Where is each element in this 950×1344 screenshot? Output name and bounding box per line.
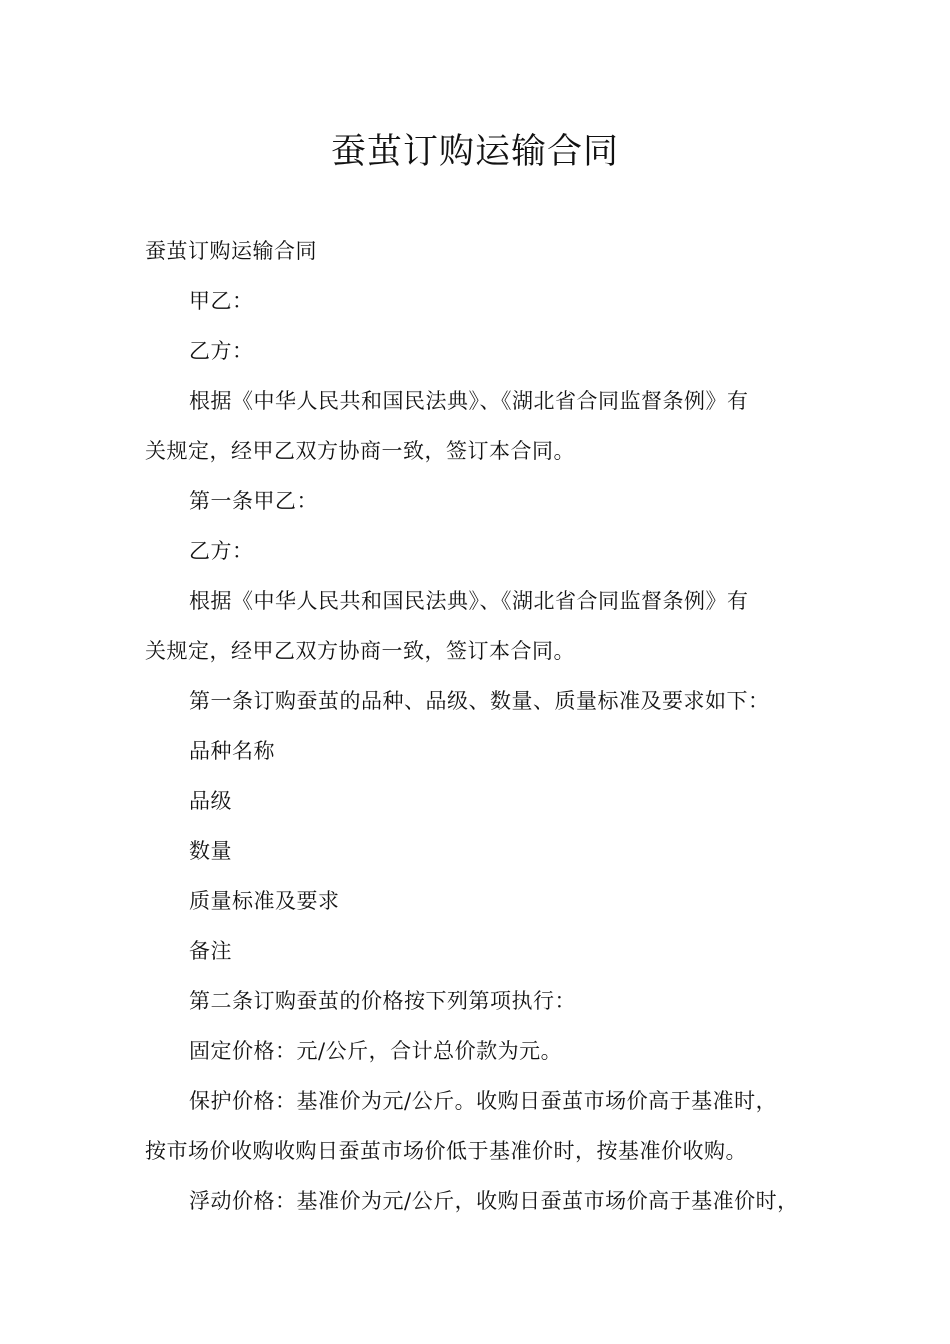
paragraph-line: 根据《中华人民共和国民法典》、《湖北省合同监督条例》有 (189, 389, 749, 413)
paragraph-line: 乙方： (189, 339, 254, 363)
paragraph-line: 浮动价格：基准价为元/公斤，收购日蚕茧市场价高于基准价时， (189, 1189, 799, 1213)
paragraph-line: 质量标准及要求 (189, 889, 340, 913)
paragraph-line: 甲乙： (189, 289, 254, 313)
paragraph-line: 保护价格：基准价为元/公斤。收购日蚕茧市场价高于基准时， (189, 1089, 778, 1113)
paragraph-line: 品级 (189, 789, 232, 813)
paragraph-line: 按市场价收购收购日蚕茧市场价低于基准价时，按基准价收购。 (145, 1139, 747, 1163)
paragraph-line: 第一条甲乙： (189, 489, 318, 513)
paragraph-line: 关规定，经甲乙双方协商一致，签订本合同。 (145, 439, 575, 463)
paragraph-line: 固定价格：元/公斤，合计总价款为元。 (189, 1039, 563, 1063)
paragraph-line: 数量 (189, 839, 232, 863)
document-body (145, 226, 825, 1226)
paragraph-line: 第一条订购蚕茧的品种、品级、数量、质量标准及要求如下： (189, 689, 770, 713)
paragraph-line: 备注 (189, 939, 232, 963)
paragraph-line: 乙方： (189, 539, 254, 563)
paragraph-line: 蚕茧订购运输合同 (145, 239, 317, 263)
document-title: 蚕茧订购运输合同 (330, 132, 619, 172)
paragraph-line: 第二条订购蚕茧的价格按下列第项执行： (189, 989, 576, 1013)
paragraph-line: 品种名称 (189, 739, 275, 763)
paragraph-line: 关规定，经甲乙双方协商一致，签订本合同。 (145, 639, 575, 663)
paragraph-line: 根据《中华人民共和国民法典》、《湖北省合同监督条例》有 (189, 589, 749, 613)
